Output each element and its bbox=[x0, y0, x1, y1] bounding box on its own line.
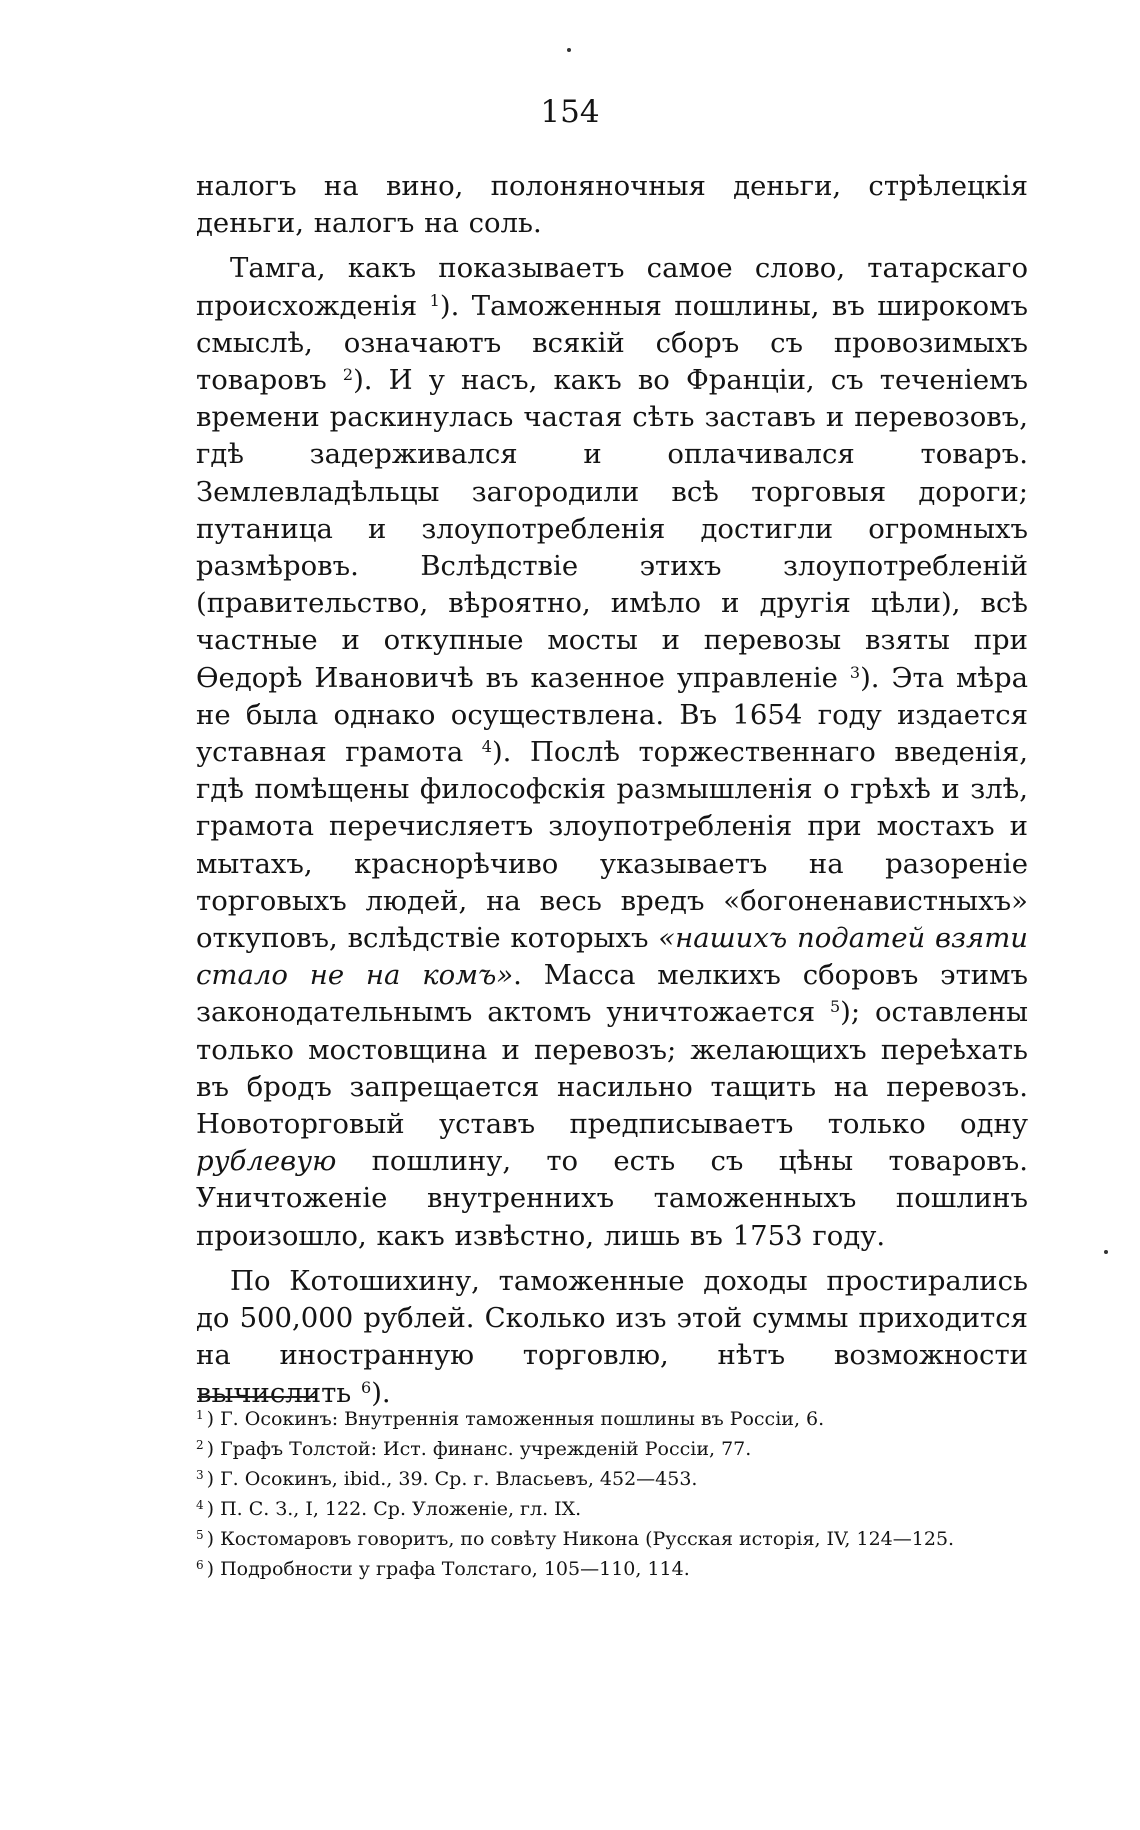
text-run: По Котошихину, таможенные доходы простирались до 500,000 рублей. Сколько изъ этой суммы приходится на иностранную торговлю, нѣтъ возможности вычислить bbox=[196, 1264, 1028, 1409]
footnote bbox=[196, 1404, 1028, 1434]
footnote-ref: 1 bbox=[429, 290, 440, 310]
print-speck-top bbox=[567, 48, 571, 52]
footnote bbox=[196, 1464, 1028, 1494]
footnote-text: ) Подробности у графа Толстаго, 105—110, 114. bbox=[206, 1558, 690, 1580]
text-run: . Масса мелкихъ сборовъ этимъ законодательнымъ актомъ уничтожается bbox=[196, 959, 1028, 1029]
footnote-text: ) Г. Осокинъ: Внутреннія таможенныя пошлины въ Россіи, 6. bbox=[206, 1408, 825, 1430]
footnote-ref: 5 bbox=[829, 997, 841, 1017]
text-run: ). bbox=[371, 1376, 391, 1409]
text-run: ); оставлены только мостовщина и перевозъ; желающихъ переѣхать въ бродъ запрещается насильно тащить на перевозъ. Новоторговый уставъ предписываетъ только одну bbox=[196, 996, 1028, 1141]
footnote-ref: 4 bbox=[481, 737, 492, 757]
paragraph bbox=[196, 250, 1028, 1254]
page-number: 154 bbox=[540, 94, 600, 130]
footnote-number: 2 bbox=[196, 1438, 204, 1452]
text-run: пошлину, то есть съ цѣны товаровъ. Уничтоженіе внутреннихъ таможенныхъ пошлинъ произошло, какъ извѣстно, лишь въ 1753 году. bbox=[196, 1145, 1028, 1252]
footnote bbox=[196, 1434, 1028, 1464]
italic-text: «нашихъ податей взяти стало не на комъ» bbox=[196, 922, 1028, 992]
footnote-text: ) П. С. З., I, 122. Ср. Уложеніе, гл. IX. bbox=[206, 1498, 582, 1520]
footnote-text: ) Костомаровъ говоритъ, по совѣту Никона (Русская исторія, IV, 124—125. bbox=[206, 1528, 955, 1550]
text-run: ). Таможенныя пошлины, въ широкомъ смыслѣ, означаютъ всякій сборъ съ провозимыхъ товаровъ bbox=[196, 289, 1028, 397]
text-run: ). И у насъ, какъ во Франціи, съ теченіемъ времени раскинулась частая сѣть заставъ и перевозовъ, гдѣ задерживался и оплачивался товаръ. Землевладѣльцы загородили всѣ торговыя дороги; путаница и злоупотребленія достигли огромныхъ размѣровъ. Вслѣдствіе этихъ злоупотребленій (правительство, вѣроятно, имѣло и другія цѣли), всѣ частные и откупные мосты и перевозы взяты при Ѳедорѣ Ивановичѣ въ казенное управленіе bbox=[196, 364, 1028, 694]
text-run: ). Послѣ торжественнаго введенія, гдѣ помѣщены философскія размышленія о грѣхѣ и злѣ, грамота перечисляетъ злоупотребленія при мостахъ и мытахъ, краснорѣчиво указываетъ на разореніе торговыхъ людей, на весь вредъ «богоненавистныхъ» откуповъ, вслѣдствіе которыхъ bbox=[196, 736, 1028, 955]
footnote-ref: 3 bbox=[849, 662, 861, 682]
main-text bbox=[196, 168, 1028, 1412]
footnote-number: 6 bbox=[196, 1558, 204, 1572]
footnote-text: ) Графъ Толстой: Ист. финанс. учрежденій Россіи, 77. bbox=[206, 1438, 752, 1460]
text-run: налогъ на вино, полоняночныя деньги, стрѣлецкія деньги, налогъ на соль. bbox=[196, 170, 1028, 240]
text-run: Тамга, какъ показываетъ самое слово, татарскаго происхожденія bbox=[196, 252, 1028, 322]
footnote-divider bbox=[198, 1396, 316, 1398]
footnote-ref: 6 bbox=[361, 1377, 372, 1397]
footnote bbox=[196, 1494, 1028, 1524]
footnote bbox=[196, 1554, 1028, 1584]
footnote-number: 4 bbox=[196, 1498, 204, 1512]
footnote-ref: 2 bbox=[342, 365, 354, 385]
paragraph bbox=[196, 168, 1028, 242]
italic-text: рублевую bbox=[196, 1145, 337, 1178]
footnote-number: 5 bbox=[196, 1528, 204, 1542]
footnote-text: ) Г. Осокинъ, ibid., 39. Ср. г. Власьевъ, 452—453. bbox=[206, 1468, 698, 1490]
footnotes bbox=[196, 1404, 1028, 1584]
print-speck-margin bbox=[1104, 1250, 1108, 1254]
paragraph bbox=[196, 1263, 1028, 1412]
footnote bbox=[196, 1524, 1028, 1554]
footnote-number: 1 bbox=[196, 1408, 204, 1422]
footnote-number: 3 bbox=[196, 1468, 204, 1482]
text-run: ). Эта мѣра не была однако осуществлена. Въ 1654 году издается уставная грамота bbox=[196, 661, 1028, 769]
